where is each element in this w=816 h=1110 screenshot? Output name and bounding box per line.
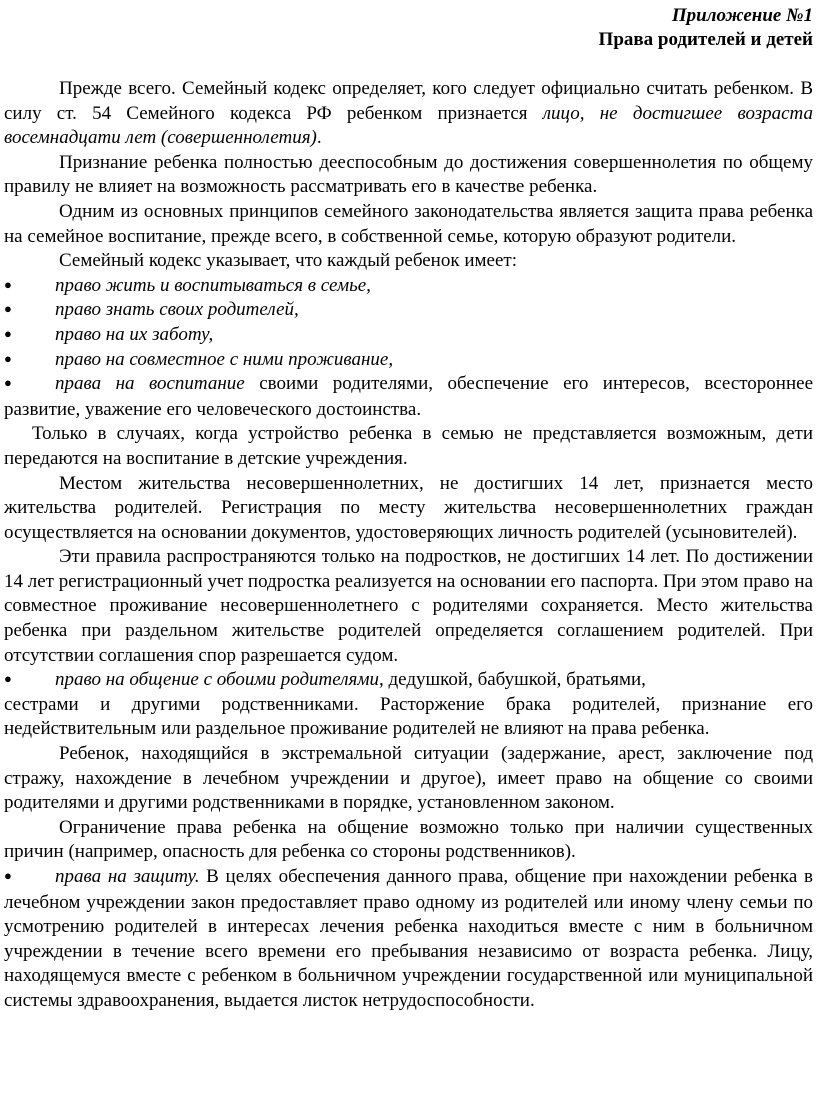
paragraph-6: Местом жительства несовершеннолетних, не достигших 14 лет, признается место жительства родителей. Регистрация по месту жительства несовершеннолетних граждан осуществляется на основании документов, удостоверяющих личность родителей (усыновителей). [4, 472, 813, 543]
bullet-icon: ● [4, 350, 12, 366]
document-page [4, 4, 813, 1014]
paragraph-8: Ребенок, находящийся в экстремальной ситуации (задержание, арест, заключение под стражу, нахождение в лечебном учреждении и другое), имеет право на общение со своими родителями и другими родственниками в порядке, установленном законом. [4, 743, 813, 814]
bullet-icon: ● [4, 276, 12, 292]
bullet-icon: ● [4, 325, 12, 341]
list-item-continuation: сестрами и другими родственниками. Расторжение брака родителей, признание его недействительным или раздельное проживание родителей не влияют на права ребенка. [4, 693, 813, 740]
list-item: ● право знать своих родителей, [4, 299, 299, 321]
list-item: ● права на защиту. В целях обеспечения данного права, общение при нахождении ребенка в лечебном учреждении закон предоставляет право одному из родителей или иному члену семьи по усмотрению родителей в интересах лечения ребенка находиться вместе с ним в больничном учреждении в течение всего времени его пребывания независимо от возраста ребенка. Лицу, находящемуся вместе с ребенком в больничном учреждении государственной или муниципальной системы здравоохранения, выдается листок нетрудоспособности. [4, 866, 813, 1011]
list-item: ● права на воспитание своими родителями, обеспечение его интересов, всестороннее развитие, уважение его человеческого достоинства. [4, 373, 814, 420]
paragraph-9: Ограничение права ребенка на общение возможно только при наличии существенных причин (например, опасность для ребенка со стороны родственников). [4, 816, 813, 863]
paragraph-2: Признание ребенка полностью дееспособным до достижения совершеннолетия по общему правилу не влияет на возможность рассматривать его в качестве ребенка. [4, 151, 813, 198]
paragraph-1: Прежде всего. Семейный кодекс определяет, кого следует официально считать ребенком. В силу ст. 54 Семейного кодекса РФ ребенком признается лицо, не достигшее возраста восемнадцати лет (совершеннолетия). [4, 78, 813, 149]
bullet-icon: ● [4, 301, 12, 317]
list-item: ● право жить и воспитываться в семье, [4, 274, 371, 296]
bullet-icon: ● [4, 375, 12, 391]
paragraph-4: Семейный кодекс указывает, что каждый ребенок имеет: [59, 250, 517, 272]
document-title: Права родителей и детей [598, 29, 813, 50]
bullet-icon: ● [4, 671, 12, 687]
appendix-label: Приложение №1 [671, 5, 813, 26]
child-definition: лицо, не достигшее возраста восемнадцати лет (совершеннолетия) [4, 102, 813, 149]
list-item: ● право на их заботу, [4, 323, 214, 345]
paragraph-3: Одним из основных принципов семейного законодательства является защита права ребенка на семейное воспитание, прежде всего, в собственной семье, которую образуют родители. [4, 200, 813, 247]
bullet-icon: ● [4, 868, 12, 883]
paragraph-7: Эти правила распространяются только на подростков, не достигших 14 лет. По достижении 14 лет регистрационный учет подростка реализуется на основании его паспорта. При этом право на совместное проживание несовершеннолетнего с родителями сохраняется. Место жительства ребенка при раздельном жительстве родителей определяется соглашением родителей. При отсутствии соглашения спор разрешается судом. [4, 546, 814, 666]
list-item: ● право на общение с обоими родителями, дедушкой, бабушкой, братьями, [4, 669, 646, 691]
paragraph-5: Только в случаях, когда устройство ребенка в семью не представляется возможным, дети передаются на воспитание в детские учреждения. [4, 423, 813, 469]
document-header [4, 4, 813, 52]
list-item: ● право на совместное с ними проживание, [4, 348, 394, 370]
